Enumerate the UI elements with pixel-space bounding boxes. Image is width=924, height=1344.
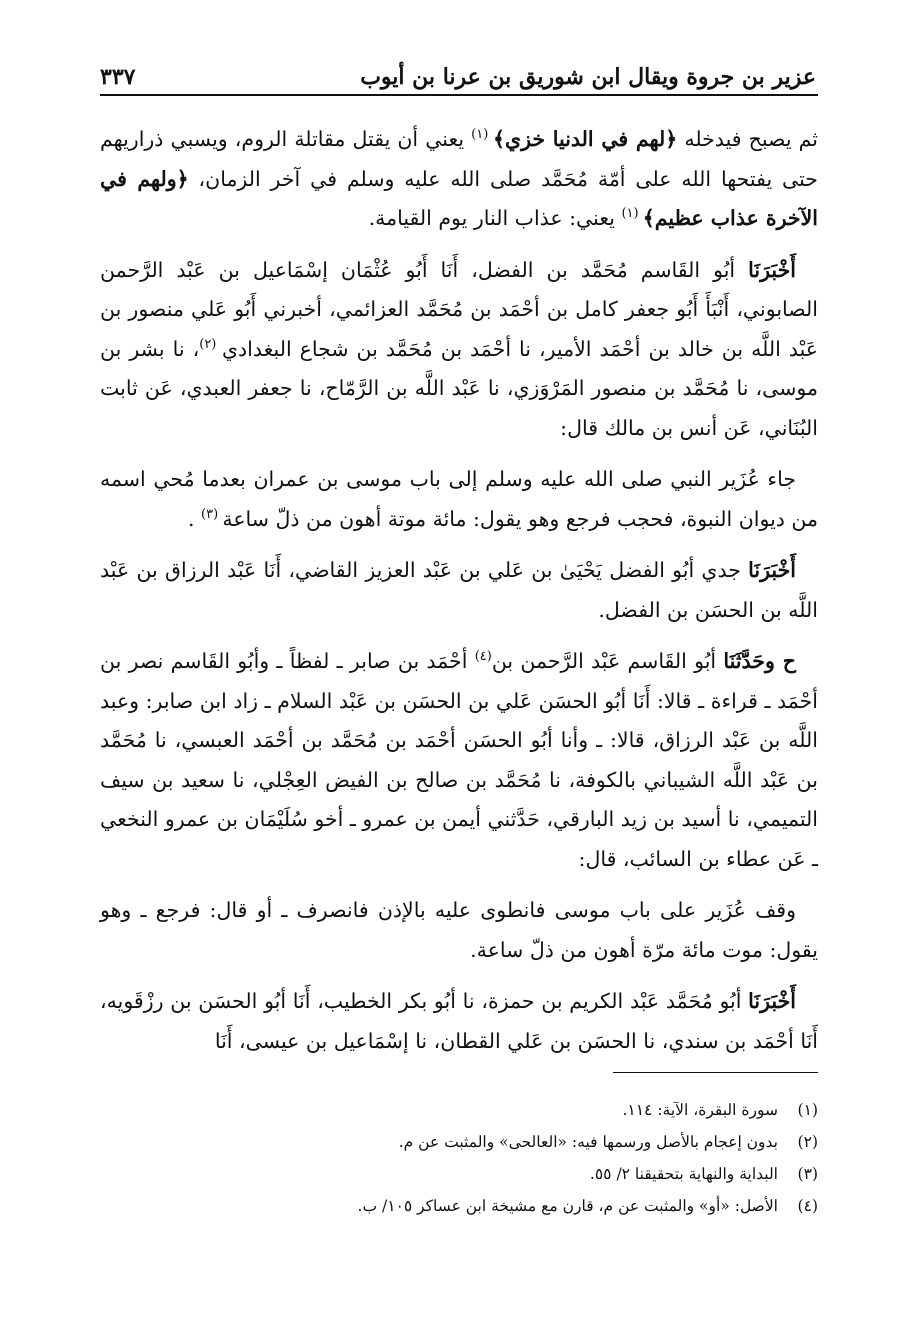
footnote — [100, 1126, 818, 1158]
narration-lead: أَخْبَرَنَا — [748, 989, 796, 1013]
footnote-ref: (٢) — [199, 336, 222, 352]
quran-quote: ﴿لهم في الدنيا خزي﴾ — [493, 127, 678, 151]
paragraph — [100, 642, 818, 879]
paragraph — [100, 120, 818, 239]
narration-lead: أَخْبَرَنَا — [748, 257, 796, 282]
footnote-number: (١) — [797, 1101, 818, 1119]
footnote-text: سورة البقرة، الآية: ١١٤. — [622, 1101, 778, 1119]
running-title: عزير بن جروة ويقال ابن شوريق بن عرنا بن أيوب — [360, 64, 816, 90]
text-segment: وقف عُزَير على باب موسى فانطوى عليه بالإذن فانصرف ـ أو قال: فرجع ـ وهو يقول: موت مائة مرّة أهون من ذلّ ساعة. — [100, 898, 818, 962]
paragraph — [100, 460, 818, 539]
footnote — [100, 1158, 818, 1190]
text-segment: أحْمَد بن صابر ـ لفظاً ـ وأبُو القَاسم نصر بن أحْمَد ـ قراءة ـ قالا: أَنَا أبُو الحسَن عَلي بن الحسَن بن عَبْد السلام ـ زاد ابن صابر: وعبد اللَّه بن عَبْد الرزاق، قالا: ـ وأنا أبُو الحسَن أحْمَد بن مُحَمَّد بن أحْمَد العبسي، نا مُحَمَّد بن عَبْد اللَّه الشيباني بالكوفة، نا مُحَمَّد بن صالح بن الفيض العِجْلي، نا سعيد بن سيف التميمي، نا أسيد بن زيد البارقي، حَدَّثني أيمن بن عمرو ـ أخو سُلَيْمَان بن عمرو النخعي ـ عَن عطاء بن السائب، قال: — [100, 649, 818, 871]
text-segment: أبُو القَاسم مُحَمَّد بن الفضل، أَنَا أَبُو عُثْمَان إسْمَاعيل بن عَبْد الرَّحمن الصابوني، أَنْبَأَ أَبُو جعفر كامل بن أحْمَد بن مُحَمَّد العزائمي، أخبرني أَبُو عَلي منصور بن عَبْد اللَّه بن خالد بن أحْمَد الأمير، نا أحْمَد بن مُحَمَّد بن شجاع البغدادي — [100, 257, 818, 361]
footnote-ref: (١) — [621, 206, 643, 222]
paragraph — [100, 551, 818, 630]
running-header — [100, 58, 816, 90]
text-segment: جاء عُزَير النبي صلى الله عليه وسلم إلى باب موسى بن عمران بعدما مُحي اسمه من ديوان النبوة، فحجب فرجع وهو يقول: مائة موتة أهون من ذلّ ساعة — [100, 467, 818, 531]
narration-lead: أَخْبَرَنَا — [748, 558, 796, 582]
footnote-ref: (٣) — [201, 506, 223, 522]
paragraph — [100, 891, 818, 970]
text-segment: ، نا بشر بن موسى، نا مُحَمَّد بن منصور المَرْوَزي، نا عَبْد اللَّه بن الرَّمّاح، نا جعفر العبدي، عَن ثابت البُنَاني، عَن أنس بن مالك قال: — [100, 336, 818, 440]
text-segment: ثم يصبح فيدخله — [677, 127, 818, 151]
quran-quote: ﴿ولهم في الآخرة عذاب عظيم﴾ — [100, 166, 818, 230]
footnote-ref: (٤) — [474, 649, 492, 665]
footnote-ref: (١) — [471, 127, 494, 143]
footnote — [100, 1094, 818, 1126]
main-text — [100, 120, 818, 1073]
text-segment: أبُو القَاسم عَبْد الرَّحمن بن — [491, 649, 724, 673]
paragraph — [100, 251, 818, 449]
footnote-number: (٣) — [797, 1165, 818, 1183]
narration-lead: ح وحَدَّثَنَا — [723, 649, 796, 673]
text-segment: يعني أن يقتل مقاتلة الروم، ويسبي ذراريهم حتى يفتحها الله على أمّة مُحَمَّد صلى الله عليه وسلم في آخر الزمان، — [100, 127, 818, 191]
paragraph — [100, 982, 818, 1061]
footnote-number: (٢) — [797, 1133, 818, 1151]
text-segment: يعني: عذاب النار يوم القيامة. — [368, 206, 622, 230]
footnote-text: بدون إعجام بالأصل ورسمها فيه: «العالحى» والمثبت عن م. — [398, 1133, 778, 1151]
header-divider — [100, 94, 818, 96]
footnote-text: البداية والنهاية بتحقيقنا ٢/ ٥٥. — [589, 1165, 778, 1183]
text-segment: . — [188, 506, 202, 531]
footnotes — [100, 1094, 818, 1222]
footnote-divider — [613, 1072, 818, 1073]
footnote — [100, 1190, 818, 1222]
page-number: ٣٣٧ — [100, 64, 136, 90]
footnote-number: (٤) — [797, 1197, 818, 1215]
text-segment: جدي أبُو الفضل يَحْيَىٰ بن عَلي بن عَبْد العزيز القاضي، أَنَا عَبْد الرزاق بن عَبْد اللَّه بن الحسَن بن الفضل. — [100, 558, 818, 622]
footnote-text: الأصل: «أو» والمثبت عن م، قارن مع مشيخة ابن عساكر ١٠٥/ ب. — [357, 1197, 778, 1215]
text-segment: أبُو مُحَمَّد عَبْد الكريم بن حمزة، نا أبُو بكر الخطيب، أَنَا أبُو الحسَن بن رزْقَويه، أَنَا أحْمَد بن سندي، نا الحسَن بن عَلي القطان، نا إسْمَاعيل بن عيسى، أَنَا — [100, 989, 818, 1053]
